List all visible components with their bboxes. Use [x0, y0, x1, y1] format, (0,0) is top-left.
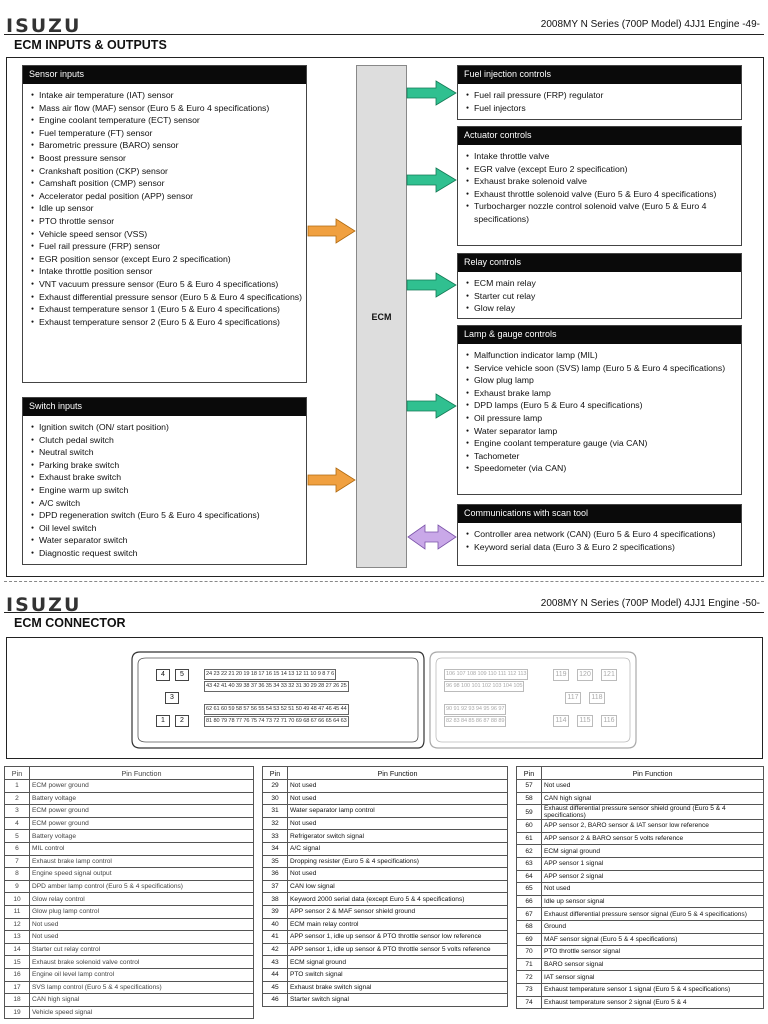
pin-function: Exhaust differential pressure sensor shield ground (Euro 5 & 4 specifications) — [542, 805, 764, 820]
list-item: ● Engine coolant temperature (ECT) sensor — [31, 114, 302, 127]
pin-number: 39 — [263, 905, 288, 918]
table-row — [5, 817, 254, 830]
pin-number: 32 — [263, 817, 288, 830]
table-row — [517, 933, 764, 946]
table-row — [5, 842, 254, 855]
connector-pin: 119 — [553, 669, 569, 681]
connector-pin: 117 — [565, 692, 581, 704]
connector-pin: 120 — [577, 669, 593, 681]
table-row — [263, 880, 508, 893]
pin-function: BARO sensor signal — [542, 958, 764, 971]
table-row — [263, 893, 508, 906]
connector-row: 106 107 108 109 110 111 112 113 — [444, 669, 528, 680]
table-row — [5, 780, 254, 793]
table-row — [517, 820, 764, 833]
pin-function: Exhaust temperature sensor 1 signal (Euro 5 & 4 specifications) — [542, 983, 764, 996]
connector-pin: 1 — [156, 715, 170, 727]
list-item: ● Intake air temperature (IAT) sensor — [31, 89, 302, 102]
pin-number: 1 — [5, 780, 30, 793]
pin-number: 17 — [5, 981, 30, 994]
pin-function: CAN high signal — [30, 994, 254, 1007]
pin-function-header: Pin Function — [30, 767, 254, 780]
pin-function: Glow plug lamp control — [30, 905, 254, 918]
list-item: ● Fuel rail pressure (FRP) sensor — [31, 240, 302, 253]
pin-number: 7 — [5, 855, 30, 868]
pin-number: 30 — [263, 792, 288, 805]
pin-function: ECM power ground — [30, 817, 254, 830]
list-item: ● Intake throttle valve — [466, 150, 737, 163]
table-row — [5, 805, 254, 818]
pin-function: APP sensor 2 & MAF sensor shield ground — [288, 905, 508, 918]
list-item: ● Turbocharger nozzle control solenoid valve (Euro 5 & Euro 4 specifications) — [466, 200, 737, 225]
pin-number: 63 — [517, 857, 542, 870]
pin-function: Battery voltage — [30, 792, 254, 805]
pin-table-1 — [4, 766, 254, 1019]
pin-number: 14 — [5, 943, 30, 956]
connector-row: 81 80 79 78 77 76 75 74 73 72 71 70 69 68 67 66 65 64 63 — [204, 716, 349, 727]
list-item: ● Barometric pressure (BARO) sensor — [31, 139, 302, 152]
table-row — [517, 958, 764, 971]
isuzu-logo-2: ISUZU — [6, 594, 82, 616]
pin-function: Ground — [542, 920, 764, 933]
connector-pin: 121 — [601, 669, 617, 681]
table-row — [517, 883, 764, 896]
pin-number: 69 — [517, 933, 542, 946]
table-row — [5, 830, 254, 843]
pin-number: 36 — [263, 868, 288, 881]
pin-function: APP sensor 1, idle up sensor & PTO throttle sensor low reference — [288, 931, 508, 944]
table-row — [263, 918, 508, 931]
pin-function: CAN low signal — [288, 880, 508, 893]
pin-number: 12 — [5, 918, 30, 931]
pin-number: 31 — [263, 805, 288, 818]
connector-pin: 5 — [175, 669, 189, 681]
pin-number: 61 — [517, 832, 542, 845]
pin-function: Exhaust temperature sensor 2 signal (Euro 5 & 4 — [542, 996, 764, 1009]
list-item: ● Exhaust throttle solenoid valve (Euro 5 & Euro 4 specifications) — [466, 188, 737, 201]
connector-pin: 115 — [577, 715, 593, 727]
sensor-inputs-title: Sensor inputs — [23, 66, 306, 84]
pin-function: Vehicle speed signal — [30, 1006, 254, 1019]
pin-number: 44 — [263, 968, 288, 981]
table-row — [517, 895, 764, 908]
table-row — [517, 983, 764, 996]
list-item: ● Exhaust temperature sensor 2 (Euro 5 & Euro 4 specifications) — [31, 316, 302, 329]
list-item: ● Fuel temperature (FT) sensor — [31, 127, 302, 140]
connector-row: 24 23 22 21 20 19 18 17 16 15 14 13 12 11 10 9 8 7 6 — [204, 669, 336, 680]
pin-number: 71 — [517, 958, 542, 971]
switch-inputs-title: Switch inputs — [23, 398, 306, 416]
pin-number: 65 — [517, 883, 542, 896]
table-row — [517, 832, 764, 845]
pin-function: Starter switch signal — [288, 994, 508, 1007]
list-item: ● Exhaust temperature sensor 1 (Euro 5 & Euro 4 specifications) — [31, 303, 302, 316]
table-row — [517, 792, 764, 805]
pin-function: PTO switch signal — [288, 968, 508, 981]
pin-function: ECM main relay control — [288, 918, 508, 931]
table-row — [263, 956, 508, 969]
pin-number: 68 — [517, 920, 542, 933]
pin-function: Not used — [288, 792, 508, 805]
pin-number: 13 — [5, 931, 30, 944]
pin-function: Exhaust differential pressure sensor signal (Euro 5 & 4 specifications) — [542, 908, 764, 921]
table-row — [263, 792, 508, 805]
list-item: ● Water separator switch — [31, 534, 302, 547]
pin-number: 8 — [5, 868, 30, 881]
list-item: ● Intake throttle position sensor — [31, 265, 302, 278]
list-item: ● Water separator lamp — [466, 425, 737, 438]
pin-function: Water separator lamp control — [288, 805, 508, 818]
list-item: ● Fuel rail pressure (FRP) regulator — [466, 89, 737, 102]
table-row — [5, 981, 254, 994]
table-row — [517, 971, 764, 984]
pin-function: MAF sensor signal (Euro 5 & 4 specifications) — [542, 933, 764, 946]
list-item: ● Vehicle speed sensor (VSS) — [31, 228, 302, 241]
pin-function: ECM signal ground — [288, 956, 508, 969]
table-row — [5, 855, 254, 868]
table-row — [5, 918, 254, 931]
table-row — [263, 968, 508, 981]
list-item: ● Crankshaft position (CKP) sensor — [31, 165, 302, 178]
pin-number: 59 — [517, 805, 542, 820]
pin-number: 37 — [263, 880, 288, 893]
list-item: ● Neutral switch — [31, 446, 302, 459]
list-item: ● DPD regeneration switch (Euro 5 & Euro 4 specifications) — [31, 509, 302, 522]
isuzu-logo: ISUZU — [6, 15, 82, 37]
list-item: ● Mass air flow (MAF) sensor (Euro 5 & Euro 4 specifications) — [31, 102, 302, 115]
lamp-gauge-title: Lamp & gauge controls — [458, 326, 741, 344]
pin-number: 62 — [517, 845, 542, 858]
page-title-2: ECM CONNECTOR — [14, 616, 126, 630]
actuator-title: Actuator controls — [458, 127, 741, 145]
pin-function: Engine oil level lamp control — [30, 968, 254, 981]
table-row — [517, 870, 764, 883]
table-row — [5, 931, 254, 944]
list-item: ● Idle up sensor — [31, 202, 302, 215]
connector-row: 90 91 92 93 94 95 96 97 — [444, 704, 506, 715]
connector-row: 96 98 100 101 102 103 104 105 — [444, 681, 524, 692]
pin-function: APP sensor 2, BARO sensor & IAT sensor low reference — [542, 820, 764, 833]
pin-function: DPD amber lamp control (Euro 5 & 4 specifications) — [30, 880, 254, 893]
list-item: ● Exhaust brake lamp — [466, 387, 737, 400]
list-item: ● Starter cut relay — [466, 290, 737, 303]
pin-function: Battery voltage — [30, 830, 254, 843]
pin-function: APP sensor 1, idle up sensor & PTO throttle sensor 5 volts reference — [288, 943, 508, 956]
table-row — [5, 1006, 254, 1019]
list-item: ● Glow relay — [466, 302, 737, 315]
pin-number: 34 — [263, 842, 288, 855]
table-row — [517, 857, 764, 870]
pin-function: PTO throttle sensor signal — [542, 946, 764, 959]
list-item: ● Accelerator pedal position (APP) sensor — [31, 190, 302, 203]
pin-function: SVS lamp control (Euro 5 & 4 specifications) — [30, 981, 254, 994]
list-item: ● DPD lamps (Euro 5 & Euro 4 specifications) — [466, 399, 737, 412]
pin-number: 73 — [517, 983, 542, 996]
pin-number: 46 — [263, 994, 288, 1007]
pin-function: Starter cut relay control — [30, 943, 254, 956]
list-item: ● Clutch pedal switch — [31, 434, 302, 447]
table-row — [5, 956, 254, 969]
pin-function: Not used — [288, 780, 508, 793]
relay-title: Relay controls — [458, 254, 741, 272]
pin-number: 6 — [5, 842, 30, 855]
pin-function: Glow relay control — [30, 893, 254, 906]
list-item: ● Speedometer (via CAN) — [466, 462, 737, 475]
page-title: ECM INPUTS & OUTPUTS — [14, 38, 167, 52]
pin-function: ECM power ground — [30, 805, 254, 818]
pin-number: 57 — [517, 780, 542, 793]
pin-function: APP sensor 1 signal — [542, 857, 764, 870]
pin-number: 40 — [263, 918, 288, 931]
pin-header: Pin — [517, 767, 542, 780]
pin-number: 35 — [263, 855, 288, 868]
table-row — [5, 968, 254, 981]
table-row — [517, 920, 764, 933]
pin-function: CAN high signal — [542, 792, 764, 805]
pin-function-header: Pin Function — [542, 767, 764, 780]
pin-number: 42 — [263, 943, 288, 956]
pin-function: MIL control — [30, 842, 254, 855]
connector-pin: 116 — [601, 715, 617, 727]
comms-title: Communications with scan tool — [458, 505, 741, 523]
table-row — [263, 817, 508, 830]
table-row — [263, 780, 508, 793]
list-item: ● Boost pressure sensor — [31, 152, 302, 165]
table-row — [263, 943, 508, 956]
list-item: ● Malfunction indicator lamp (MIL) — [466, 349, 737, 362]
pin-number: 64 — [517, 870, 542, 883]
table-row — [263, 830, 508, 843]
pin-table-body — [517, 780, 764, 1009]
pin-function: Idle up sensor signal — [542, 895, 764, 908]
pin-function: Not used — [288, 868, 508, 881]
table-row — [5, 880, 254, 893]
pin-table-3 — [516, 766, 764, 1009]
pin-function: Keyword 2000 serial data (except Euro 5 & 4 specifications) — [288, 893, 508, 906]
connector-pin: 4 — [156, 669, 170, 681]
pin-function: ECM power ground — [30, 780, 254, 793]
page-header-2: 2008MY N Series (700P Model) 4JJ1 Engine -50- — [540, 598, 760, 609]
pin-function: ECM signal ground — [542, 845, 764, 858]
pin-function: Not used — [30, 931, 254, 944]
pin-header: Pin — [263, 767, 288, 780]
table-row — [5, 943, 254, 956]
pin-number: 2 — [5, 792, 30, 805]
pin-number: 41 — [263, 931, 288, 944]
pin-function: Not used — [542, 780, 764, 793]
list-item: ● Service vehicle soon (SVS) lamp (Euro 5 & Euro 4 specifications) — [466, 362, 737, 375]
table-row — [5, 994, 254, 1007]
pin-number: 74 — [517, 996, 542, 1009]
table-row — [5, 893, 254, 906]
list-item: ● Keyword serial data (Euro 3 & Euro 2 specifications) — [466, 541, 737, 554]
ecm-label: ECM — [371, 311, 392, 322]
list-item: ● Engine warm up switch — [31, 484, 302, 497]
pin-table-body — [5, 780, 254, 1019]
list-item: ● Exhaust brake solenoid valve — [466, 175, 737, 188]
pin-function: IAT sensor signal — [542, 971, 764, 984]
pin-number: 58 — [517, 792, 542, 805]
table-row — [263, 855, 508, 868]
table-row — [517, 946, 764, 959]
table-row — [5, 868, 254, 881]
page-header: 2008MY N Series (700P Model) 4JJ1 Engine -49- — [540, 19, 760, 30]
table-row — [263, 905, 508, 918]
list-item: ● Fuel injectors — [466, 102, 737, 115]
list-item: ● EGR position sensor (except Euro 2 specification) — [31, 253, 302, 266]
connector-pin: 2 — [175, 715, 189, 727]
pin-number: 10 — [5, 893, 30, 906]
pin-number: 45 — [263, 981, 288, 994]
connector-pin: 3 — [165, 692, 179, 704]
list-item: ● EGR valve (except Euro 2 specification) — [466, 163, 737, 176]
table-row — [517, 845, 764, 858]
pin-number: 15 — [5, 956, 30, 969]
pin-function: APP sensor 2 & BARO sensor 5 volts reference — [542, 832, 764, 845]
pin-number: 18 — [5, 994, 30, 1007]
list-item: ● Parking brake switch — [31, 459, 302, 472]
pin-number: 4 — [5, 817, 30, 830]
pin-function: Exhaust brake switch signal — [288, 981, 508, 994]
pin-number: 19 — [5, 1006, 30, 1019]
list-item: ● Engine coolant temperature gauge (via CAN) — [466, 437, 737, 450]
pin-function: Not used — [288, 817, 508, 830]
pin-function: Not used — [30, 918, 254, 931]
pin-number: 66 — [517, 895, 542, 908]
table-row — [517, 908, 764, 921]
table-row — [5, 792, 254, 805]
pin-number: 29 — [263, 780, 288, 793]
table-row — [517, 805, 764, 820]
pin-header: Pin — [5, 767, 30, 780]
pin-number: 72 — [517, 971, 542, 984]
connector-pin: 118 — [589, 692, 605, 704]
table-row — [263, 981, 508, 994]
pin-number: 70 — [517, 946, 542, 959]
list-item: ● PTO throttle sensor — [31, 215, 302, 228]
pin-function-header: Pin Function — [288, 767, 508, 780]
connector-pin: 114 — [553, 715, 569, 727]
list-item: ● VNT vacuum pressure sensor (Euro 5 & Euro 4 specifications) — [31, 278, 302, 291]
pin-number: 38 — [263, 893, 288, 906]
list-item: ● Diagnostic request switch — [31, 547, 302, 560]
list-item: ● Oil pressure lamp — [466, 412, 737, 425]
pin-number: 9 — [5, 880, 30, 893]
pin-number: 33 — [263, 830, 288, 843]
list-item: ● Glow plug lamp — [466, 374, 737, 387]
list-item: ● ECM main relay — [466, 277, 737, 290]
pin-number: 67 — [517, 908, 542, 921]
pin-function: Not used — [542, 883, 764, 896]
pin-number: 43 — [263, 956, 288, 969]
pin-function: Engine speed signal output — [30, 868, 254, 881]
pin-function: Refrigerator switch signal — [288, 830, 508, 843]
table-row — [263, 994, 508, 1007]
table-row — [263, 931, 508, 944]
pin-number: 3 — [5, 805, 30, 818]
connector-row: 43 42 41 40 39 38 37 36 35 34 33 32 31 30 29 28 27 26 25 — [204, 681, 349, 692]
table-row — [517, 996, 764, 1009]
connector-row: 62 61 60 59 58 57 56 55 54 53 52 51 50 49 48 47 46 45 44 — [204, 704, 349, 715]
list-item: ● Oil level switch — [31, 522, 302, 535]
pin-table-2 — [262, 766, 508, 1007]
table-row — [5, 905, 254, 918]
pin-function: Exhaust brake solenoid valve control — [30, 956, 254, 969]
pin-number: 16 — [5, 968, 30, 981]
pin-table-body — [263, 780, 508, 1007]
pin-function: A/C signal — [288, 842, 508, 855]
pin-number: 11 — [5, 905, 30, 918]
list-item: ● Ignition switch (ON/ start position) — [31, 421, 302, 434]
fuel-injection-title: Fuel injection controls — [458, 66, 741, 84]
list-item: ● Tachometer — [466, 450, 737, 463]
list-item: ● Controller area network (CAN) (Euro 5 & Euro 4 specifications) — [466, 528, 737, 541]
pin-function: Exhaust brake lamp control — [30, 855, 254, 868]
pin-number: 5 — [5, 830, 30, 843]
list-item: ● Camshaft position (CMP) sensor — [31, 177, 302, 190]
table-row — [263, 868, 508, 881]
table-row — [517, 780, 764, 793]
table-row — [263, 842, 508, 855]
list-item: ● Exhaust differential pressure sensor (Euro 5 & Euro 4 specifications) — [31, 291, 302, 304]
list-item: ● A/C switch — [31, 497, 302, 510]
pin-function: Dropping resister (Euro 5 & 4 specifications) — [288, 855, 508, 868]
list-item: ● Exhaust brake switch — [31, 471, 302, 484]
pin-number: 60 — [517, 820, 542, 833]
table-row — [263, 805, 508, 818]
connector-row: 82 83 84 85 86 87 88 89 — [444, 716, 506, 727]
pin-function: APP sensor 2 signal — [542, 870, 764, 883]
